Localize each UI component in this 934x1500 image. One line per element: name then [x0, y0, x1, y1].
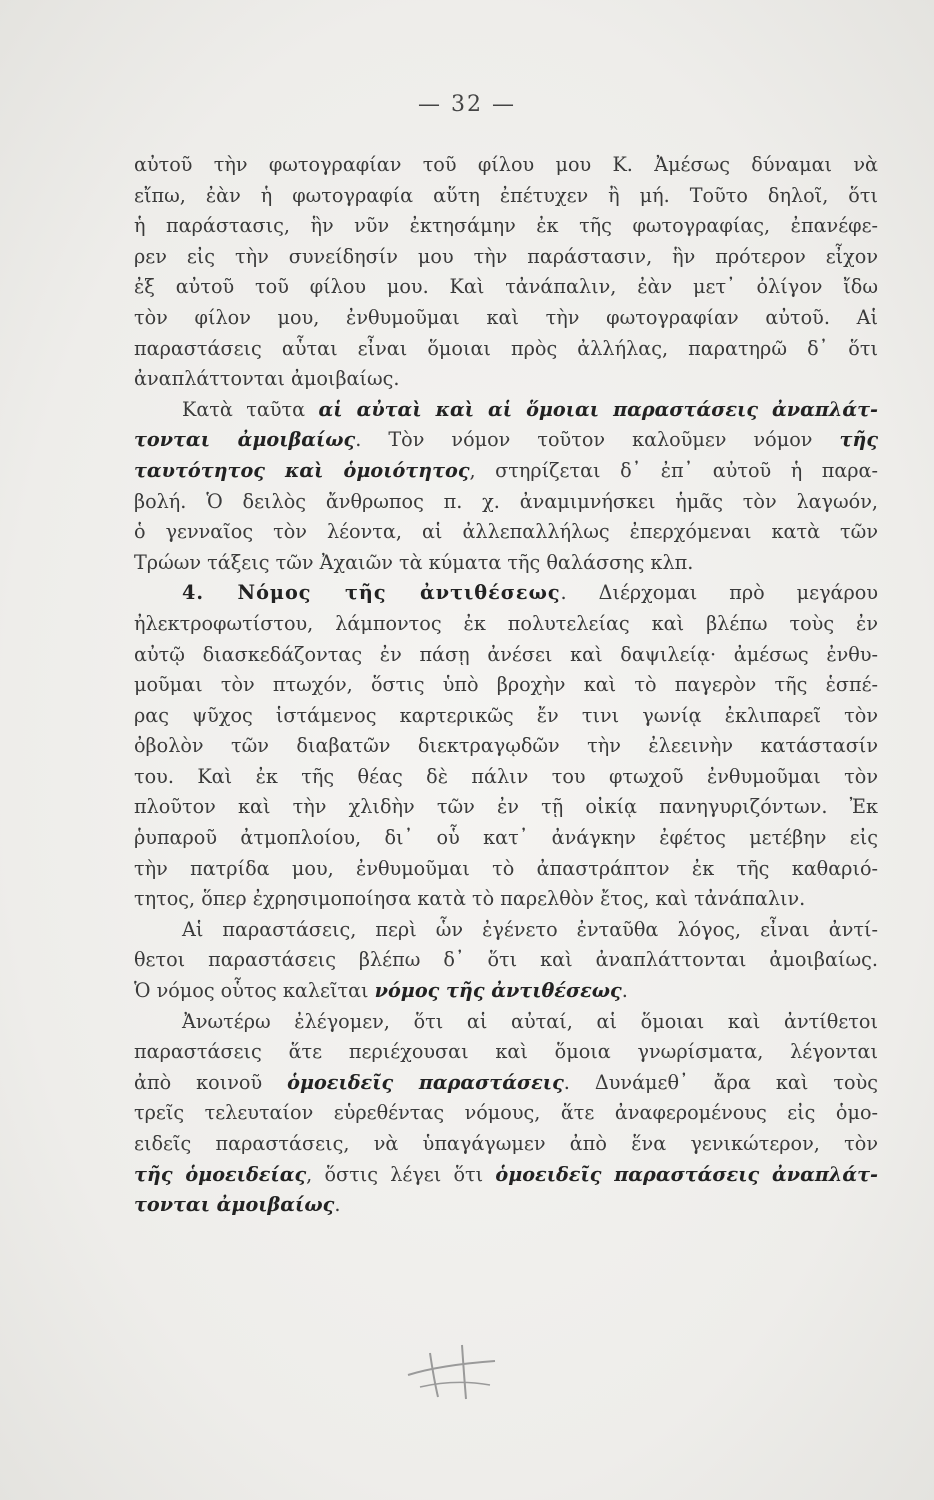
text-span: Αἱ παραστάσεις, περὶ ὧν ἐγένετο ἐνταῦθα λόγος, εἶναι ἀντί-	[182, 917, 878, 941]
text-span: Ἀνωτέρω ἐλέγομεν, ὅτι αἱ αὐταί, αἱ ὅμοιαι καὶ ἀντίθετοι	[182, 1009, 878, 1033]
emphasized-text: ὁμοειδεῖς παραστάσεις	[287, 1070, 564, 1094]
text-span: τητος, ὅπερ ἐχρησιμοποίησα κατὰ τὸ παρελθὸν ἔτος, καὶ τἀνάπαλιν.	[134, 887, 806, 911]
text-span: θετοι παραστάσεις βλέπω δ᾽ ὅτι καὶ ἀναπλάττονται ἀμοιβαίως.	[134, 948, 878, 972]
text-line	[134, 334, 878, 365]
text-line	[134, 181, 878, 212]
text-span: , ὅστις λέγει ὅτι	[306, 1162, 496, 1186]
text-span: , στηρίζεται δ᾽ ἐπ᾽ αὐτοῦ ἡ παρα-	[469, 458, 878, 482]
emphasized-text: 4. Νόμος τῆς ἀντιθέσεως	[182, 581, 561, 605]
text-line	[134, 487, 878, 518]
text-span: ὀβολὸν τῶν διαβατῶν διεκτραγῳδῶν τὴν ἐλεεινὴν κατάστασίν	[134, 734, 878, 758]
text-span: . Δυνάμεθ᾽ ἄρα καὶ τοὺς	[563, 1070, 878, 1094]
text-line	[134, 242, 878, 273]
text-line	[134, 976, 878, 1007]
text-span: μοῦμαι τὸν πτωχόν, ὅστις ὑπὸ βροχὴν καὶ τὸ παγερὸν τῆς ἑσπέ-	[134, 673, 878, 697]
text-line	[134, 1037, 878, 1068]
text-span: ἡ παράστασις, ἣν νῦν ἐκτησάμην ἐκ τῆς φωτογραφίας, ἐπανέφε-	[134, 214, 878, 238]
text-line	[134, 915, 878, 946]
text-line	[134, 211, 878, 242]
text-line	[134, 854, 878, 885]
text-span: ειδεῖς παραστάσεις, νὰ ὑπαγάγωμεν ἀπὸ ἕνα γενικώτερον, τὸν	[134, 1132, 878, 1155]
text-line	[134, 456, 878, 487]
text-line	[134, 425, 878, 456]
text-line	[134, 1098, 878, 1129]
text-span: Τρώων τάξεις τῶν Ἀχαιῶν τὰ κύματα τῆς θαλάσσης κλπ.	[134, 550, 694, 574]
text-line	[134, 517, 878, 548]
text-line	[134, 701, 878, 732]
text-span: ἀναπλάττονται ἀμοιβαίως.	[134, 367, 400, 391]
text-line	[134, 395, 878, 426]
body-text	[134, 150, 878, 1221]
text-line	[134, 1068, 878, 1099]
text-line	[134, 150, 878, 181]
text-span: τὸν φίλον μου, ἐνθυμοῦμαι καὶ τὴν φωτογραφίαν αὐτοῦ. Αἱ	[134, 305, 878, 329]
text-span: ἐξ αὐτοῦ τοῦ φίλου μου. Καὶ τἀνάπαλιν, ἐὰν μετ᾽ ὀλίγον ἴδω	[134, 275, 878, 299]
text-span: .	[621, 979, 628, 1003]
emphasized-text: νόμος τῆς ἀντιθέσεως	[374, 979, 622, 1003]
emphasized-text: ταυτότητος καὶ ὁμοιότητος	[134, 458, 470, 482]
text-span: ῥυπαροῦ ἀτμοπλοίου, δι᾽ οὗ κατ᾽ ἀνάγκην ἐφέτος μετέβην εἰς	[134, 826, 878, 850]
text-span: Ὁ νόμος οὗτος καλεῖται	[134, 979, 375, 1003]
text-line	[134, 303, 878, 334]
text-line	[134, 792, 878, 823]
text-span: Κατὰ ταῦτα	[182, 397, 319, 421]
text-line	[134, 548, 878, 579]
emphasized-text: ὁμοειδεῖς παραστάσεις ἀναπλάτ-	[495, 1162, 878, 1186]
text-span: του. Καὶ ἐκ τῆς θέας δὲ πάλιν του φτωχοῦ ἐνθυμοῦμαι τὸν	[134, 764, 878, 788]
page-number: — 32 —	[418, 92, 516, 117]
text-span: παραστάσεις αὗται εἶναι ὅμοιαι πρὸς ἀλλήλας, παρατηρῶ δ᾽ ὅτι	[134, 336, 878, 360]
text-span: βολή. Ὁ δειλὸς ἄνθρωπος π. χ. ἀναμιμνήσκει ἡμᾶς τὸν λαγωόν,	[134, 489, 878, 513]
text-span: αὐτῷ διασκεδάζοντας ἐν πάσῃ ἀνέσει καὶ δαψιλείᾳ· ἀμέσως ἐνθυ-	[134, 642, 878, 666]
text-span: . Τὸν νόμον τοῦτον καλοῦμεν νόμον	[355, 428, 840, 452]
text-span: ρας ψῦχος ἱστάμενος καρτερικῶς ἔν τινι γωνίᾳ ἐκλιπαρεῖ τὸν	[134, 703, 878, 727]
emphasized-text: τῆς ὁμοειδείας	[134, 1162, 307, 1186]
text-line	[134, 762, 878, 793]
text-span: τρεῖς τελευταίον εὑρεθέντας νόμους, ἅτε ἀναφερομένους εἰς ὁμο-	[134, 1101, 878, 1125]
text-span: .	[334, 1193, 341, 1217]
text-line	[134, 578, 878, 609]
text-line	[134, 731, 878, 762]
emphasized-text: τονται ἀμοιβαίως	[134, 1193, 335, 1217]
handwritten-mark	[400, 1335, 510, 1405]
text-line	[134, 609, 878, 640]
text-line	[134, 670, 878, 701]
emphasized-text: τονται ἀμοιβαίως	[134, 428, 356, 452]
text-span: αὐτοῦ τὴν φωτογραφίαν τοῦ φίλου μου Κ. Ἀμέσως δύναμαι νὰ	[134, 153, 878, 176]
text-span: ρεν εἰς τὴν συνείδησίν μου τὴν παράστασιν, ἣν πρότερον εἶχον	[134, 244, 878, 268]
text-line	[134, 640, 878, 671]
text-span: πλοῦτον καὶ τὴν χλιδὴν τῶν ἐν τῇ οἰκίᾳ πανηγυριζόντων. Ἐκ	[134, 795, 878, 819]
text-line	[134, 823, 878, 854]
text-line	[134, 884, 878, 915]
text-line	[134, 945, 878, 976]
text-line	[134, 1160, 878, 1191]
text-line	[134, 1007, 878, 1038]
text-span: . Διέρχομαι πρὸ μεγάρου	[560, 581, 878, 605]
emphasized-text: αἱ αὐταὶ καὶ αἱ ὅμοιαι παραστάσεις ἀναπλάτ-	[318, 397, 878, 421]
text-line	[134, 364, 878, 395]
text-span: ὁ γενναῖος τὸν λέοντα, αἱ ἀλλεπαλλήλως ἐπερχόμεναι κατὰ τῶν	[134, 520, 878, 544]
text-span: εἴπω, ἐὰν ἡ φωτογραφία αὕτη ἐπέτυχεν ἢ μή. Τοῦτο δηλοῖ, ὅτι	[134, 183, 878, 207]
text-span: παραστάσεις ἅτε περιέχουσαι καὶ ὅμοια γνωρίσματα, λέγονται	[134, 1040, 878, 1064]
emphasized-text: τῆς	[839, 428, 878, 452]
text-span: τὴν πατρίδα μου, ἐνθυμοῦμαι τὸ ἀπαστράπτον ἐκ τῆς καθαριό-	[134, 856, 878, 880]
text-line	[134, 1190, 878, 1221]
text-span: ἀπὸ κοινοῦ	[134, 1070, 288, 1094]
text-line	[134, 272, 878, 303]
text-span: ἠλεκτροφωτίστου, λάμποντος ἐκ πολυτελείας καὶ βλέπω τοὺς ἐν	[134, 611, 878, 635]
text-line	[134, 1129, 878, 1160]
